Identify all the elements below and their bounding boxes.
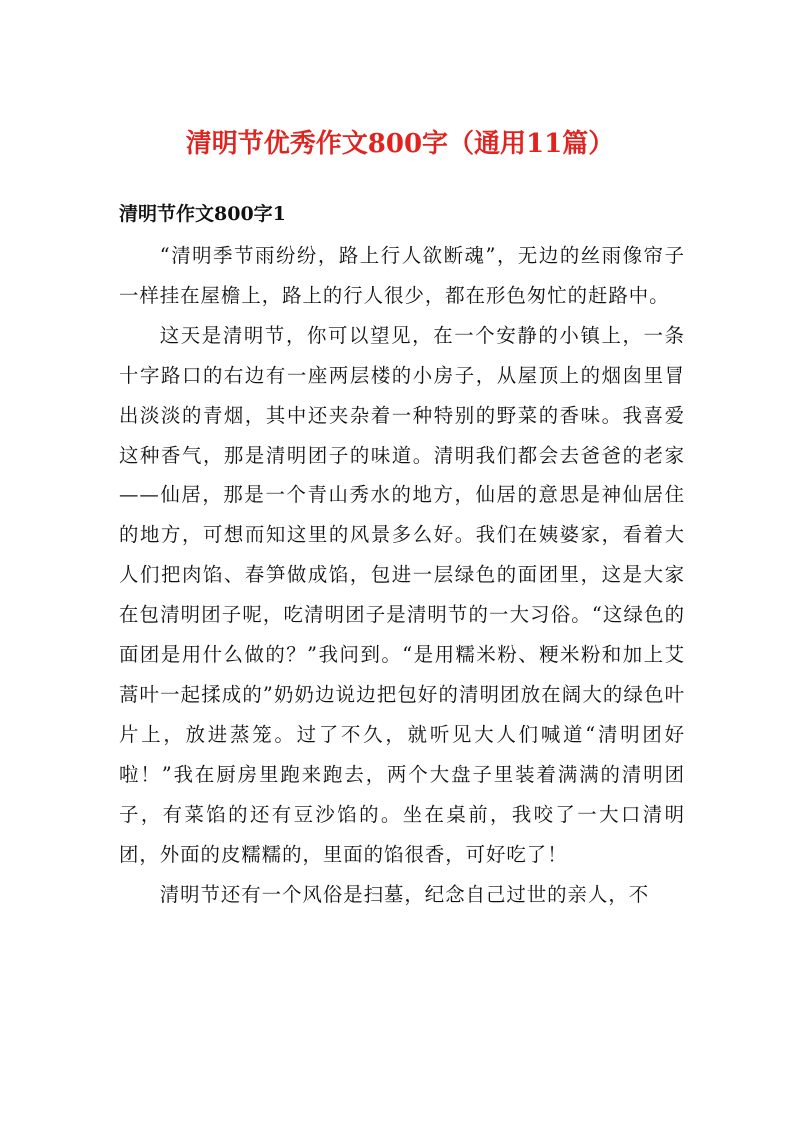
section-heading: 清明节作文800字1	[119, 203, 286, 225]
document-title: 清明节优秀作文800字（通用11篇）	[185, 129, 615, 159]
document-body	[119, 236, 685, 914]
paragraph: 这天是清明节，你可以望见，在一个安静的小镇上，一条十字路口的右边有一座两层楼的小房子，从屋顶上的烟囱里冒出淡淡的青烟，其中还夹杂着一种特别的野菜的香味。我喜爱这种香气，那是清明团子的味道。清明我们都会去爸爸的老家——仙居，那是一个青山秀水的地方，仙居的意思是神仙居住的地方，可想而知这里的风景多么好。我们在姨婆家，看着大人们把肉馅、春笋做成馅，包进一层绿色的面团里，这是大家在包清明团子呢，吃清明团子是清明节的一大习俗。“这绿色的面团是用什么做的？”我问到。“是用糯米粉、粳米粉和加上艾蒿叶一起揉成的”奶奶边说边把包好的清明团放在阔大的绿色叶片上，放进蒸笼。过了不久，就听见大人们喊道“清明团好啦！”我在厨房里跑来跑去，两个大盘子里装着满满的清明团子，有菜馅的还有豆沙馅的。坐在桌前，我咬了一大口清明团，外面的皮糯糯的，里面的馅很香，可好吃了！	[119, 323, 685, 866]
paragraph: “清明季节雨纷纷，路上行人欲断魂”，无边的丝雨像帘子一样挂在屋檐上，路上的行人很少，都在形色匆忙的赶路中。	[119, 244, 685, 307]
paragraph: 清明节还有一个风俗是扫墓，纪念自己过世的亲人，不	[159, 882, 650, 906]
